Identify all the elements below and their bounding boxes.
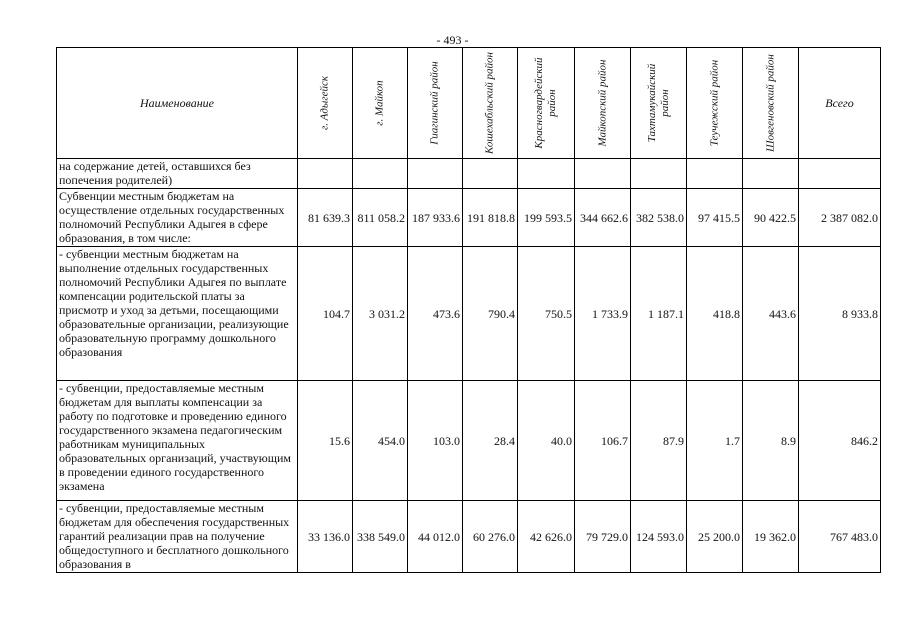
row-value-cell: 79 729.0 <box>575 501 631 573</box>
row-value-cell: 103.0 <box>408 381 463 501</box>
table-row <box>57 501 881 573</box>
row-value-cell: 87.9 <box>631 381 687 501</box>
table-row <box>57 247 881 381</box>
row-value-cell: 90 422.5 <box>743 189 799 247</box>
row-value-cell: 124 593.0 <box>631 501 687 573</box>
row-value-cell <box>408 159 463 189</box>
row-value-cell <box>353 159 408 189</box>
row-value-cell: 40.0 <box>518 381 575 501</box>
column-header-koshekhablsky: Кошехабльский район <box>463 48 518 159</box>
row-name: Субвенции местным бюджетам на осуществление отдельных государственных полномочий Республики Адыгея в сфере образования, в том числе: <box>57 189 298 247</box>
row-value-cell: 338 549.0 <box>353 501 408 573</box>
row-value-cell: 443.6 <box>743 247 799 381</box>
total-column-header: Всего <box>799 48 881 159</box>
row-name: - субвенции местным бюджетам на выполнение отдельных государственных полномочий Республики Адыгея по выплате компенсации родительской платы за присмотр и уход за детьми, посещающими образовательные организации, реализующие образовательную программу дошкольного образования <box>57 247 298 381</box>
table-header-row <box>57 48 881 159</box>
row-value-cell: 106.7 <box>575 381 631 501</box>
row-value-cell: 42 626.0 <box>518 501 575 573</box>
row-value-cell: 44 012.0 <box>408 501 463 573</box>
row-name: - субвенции, предоставляемые местным бюджетам для выплаты компенсации за работу по подготовке и проведению единого государственного экзамена педагогическим работникам муниципальных образовательных организаций, участвующим в проведении единого государственного экзамена <box>57 381 298 501</box>
row-value-cell: 3 031.2 <box>353 247 408 381</box>
row-value-cell <box>687 159 743 189</box>
row-value-cell: 33 136.0 <box>298 501 353 573</box>
column-header-adygeysk: г. Адыгейск <box>298 48 353 159</box>
row-value-cell: 81 639.3 <box>298 189 353 247</box>
row-value-cell: 454.0 <box>353 381 408 501</box>
row-value-cell: 104.7 <box>298 247 353 381</box>
row-value-cell: 97 415.5 <box>687 189 743 247</box>
row-total-cell: 767 483.0 <box>799 501 881 573</box>
row-value-cell <box>463 159 518 189</box>
column-header-teuchezhsky: Теучежский район <box>687 48 743 159</box>
table-row <box>57 189 881 247</box>
row-value-cell: 187 933.6 <box>408 189 463 247</box>
row-value-cell: 344 662.6 <box>575 189 631 247</box>
row-value-cell: 28.4 <box>463 381 518 501</box>
table-row <box>57 159 881 189</box>
row-value-cell <box>631 159 687 189</box>
row-value-cell <box>743 159 799 189</box>
row-name: - субвенции, предоставляемые местным бюджетам для обеспечения государственных гарантий реализации прав на получение общедоступного и бесплатного дошкольного образования в <box>57 501 298 573</box>
name-column-header: Наименование <box>57 48 298 159</box>
column-header-maykop-city: г. Майкоп <box>353 48 408 159</box>
row-total-cell <box>799 159 881 189</box>
row-value-cell: 750.5 <box>518 247 575 381</box>
row-value-cell: 473.6 <box>408 247 463 381</box>
page-number: - 493 - <box>436 33 469 47</box>
row-value-cell: 418.8 <box>687 247 743 381</box>
row-total-cell: 8 933.8 <box>799 247 881 381</box>
row-name: на содержание детей, оставшихся без попечения родителей) <box>57 159 298 189</box>
row-value-cell: 19 362.0 <box>743 501 799 573</box>
budget-table <box>56 47 881 573</box>
row-value-cell: 60 276.0 <box>463 501 518 573</box>
column-header-maykopsky: Майкопский район <box>575 48 631 159</box>
row-value-cell <box>518 159 575 189</box>
row-value-cell: 1 187.1 <box>631 247 687 381</box>
row-total-cell: 2 387 082.0 <box>799 189 881 247</box>
row-value-cell: 15.6 <box>298 381 353 501</box>
row-value-cell <box>575 159 631 189</box>
row-value-cell: 382 538.0 <box>631 189 687 247</box>
row-total-cell: 846.2 <box>799 381 881 501</box>
row-value-cell: 199 593.5 <box>518 189 575 247</box>
table-row <box>57 381 881 501</box>
row-value-cell: 1.7 <box>687 381 743 501</box>
row-value-cell: 191 818.8 <box>463 189 518 247</box>
column-header-giaginsky: Гиагинский район <box>408 48 463 159</box>
column-header-krasnogvardeysky: Красногвардейский район <box>518 48 575 159</box>
row-value-cell: 8.9 <box>743 381 799 501</box>
row-value-cell: 790.4 <box>463 247 518 381</box>
row-value-cell: 1 733.9 <box>575 247 631 381</box>
row-value-cell: 811 058.2 <box>353 189 408 247</box>
column-header-takhtamukaysky: Тахтамукайский район <box>631 48 687 159</box>
row-value-cell <box>298 159 353 189</box>
row-value-cell: 25 200.0 <box>687 501 743 573</box>
column-header-shovgenovsky: Шовгеновский район <box>743 48 799 159</box>
